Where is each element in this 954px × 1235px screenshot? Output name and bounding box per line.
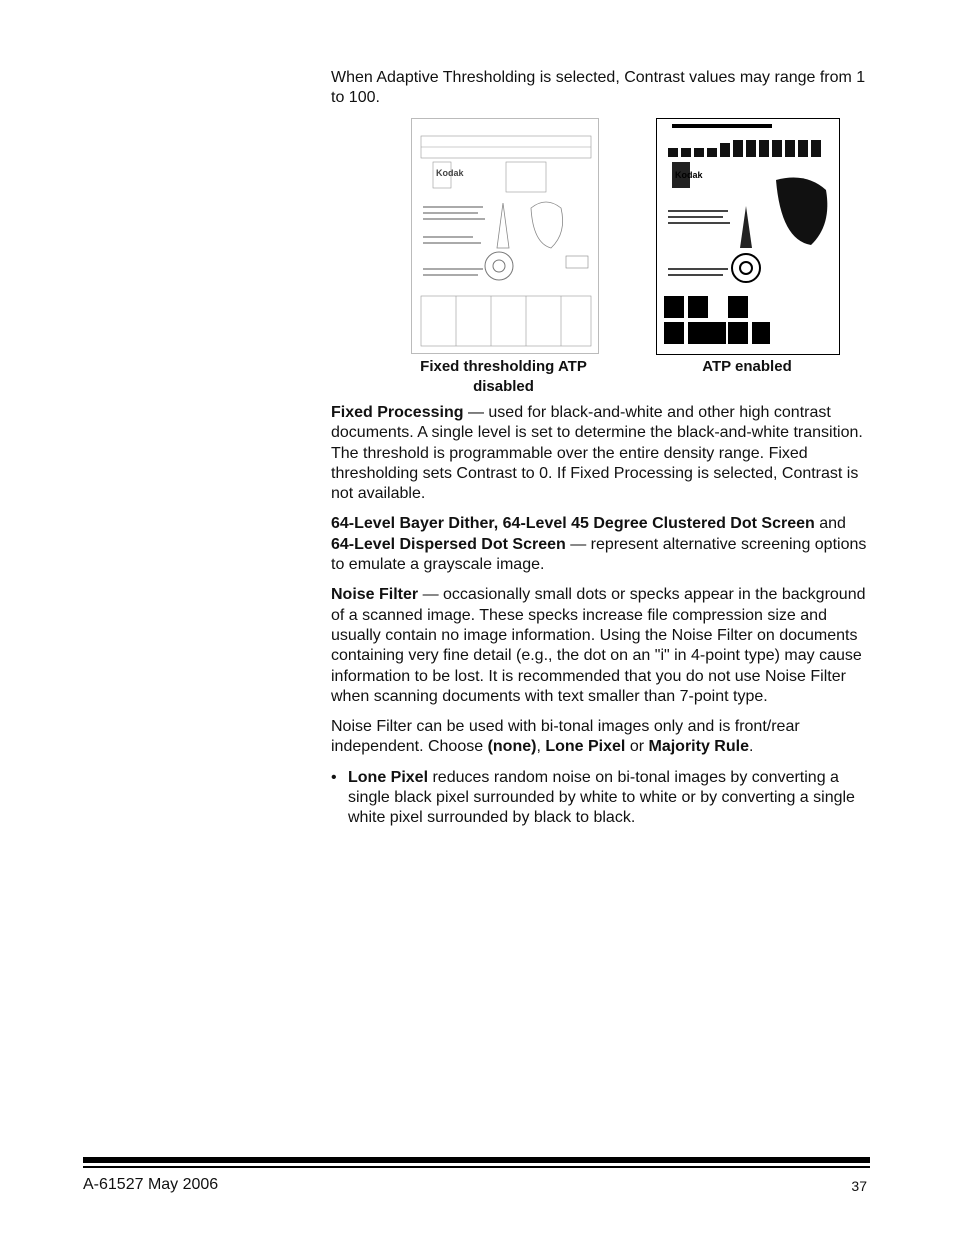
svg-text:Kodak: Kodak	[436, 168, 464, 178]
bullet-symbol: •	[331, 768, 337, 786]
footer-rule-thin	[83, 1166, 870, 1168]
page-number: 37	[851, 1178, 867, 1194]
footer-doc-id: A-61527 May 2006	[83, 1176, 219, 1193]
lone-pixel-bullet: • Lone Pixel reduces random noise on bi-tonal images by converting a single black pixel surrounded by white to white or by converting a single white pixel surrounded by black to black.	[331, 768, 871, 839]
comparison-figures	[331, 118, 871, 398]
atp-enabled-caption: ATP enabled	[702, 358, 792, 375]
footer-rule-thick	[83, 1157, 870, 1163]
intro-paragraph: When Adaptive Thresholding is selected, Contrast values may range from 1 to 100.	[331, 69, 866, 107]
noise-filter-paragraph: Noise Filter — occasionally small dots or specks appear in the background of a scanned image. These specks increase file compression size and usually contain no image information. Using the Noise Filter on documents containing very fine detail (e.g., the dot on an "i" in 4-point type) may cause information to be lost. It is recommended that you do not use Noise Filter when scanning documents with text smaller than 7-point type.	[331, 586, 866, 705]
dither-paragraph: 64-Level Bayer Dither, 64-Level 45 Degree Clustered Dot Screen and 64-Level Dispersed Dot Screen — represent alternative screening options to emulate a grayscale image.	[331, 515, 867, 574]
atp-enabled-scan	[656, 118, 840, 355]
fixed-thresholding-caption: Fixed thresholding ATP disabled	[420, 358, 587, 395]
fixed-thresholding-scan	[411, 118, 599, 354]
fixed-processing-paragraph: Fixed Processing — used for black-and-white and other high contrast documents. A single level is set to determine the black-and-white transition. The threshold is programmable over the entire density range. Fixed thresholding sets Contrast to 0. If Fixed Processing is selected, Contrast is not available.	[331, 404, 863, 503]
svg-text:Kodak: Kodak	[675, 170, 703, 180]
fixed-thresholding-image	[411, 118, 599, 354]
body-text	[331, 403, 871, 839]
atp-enabled-image	[656, 118, 840, 355]
noise-filter-options-paragraph: Noise Filter can be used with bi-tonal images only and is front/rear independent. Choose (none), Lone Pixel or Majority Rule.	[331, 718, 800, 756]
